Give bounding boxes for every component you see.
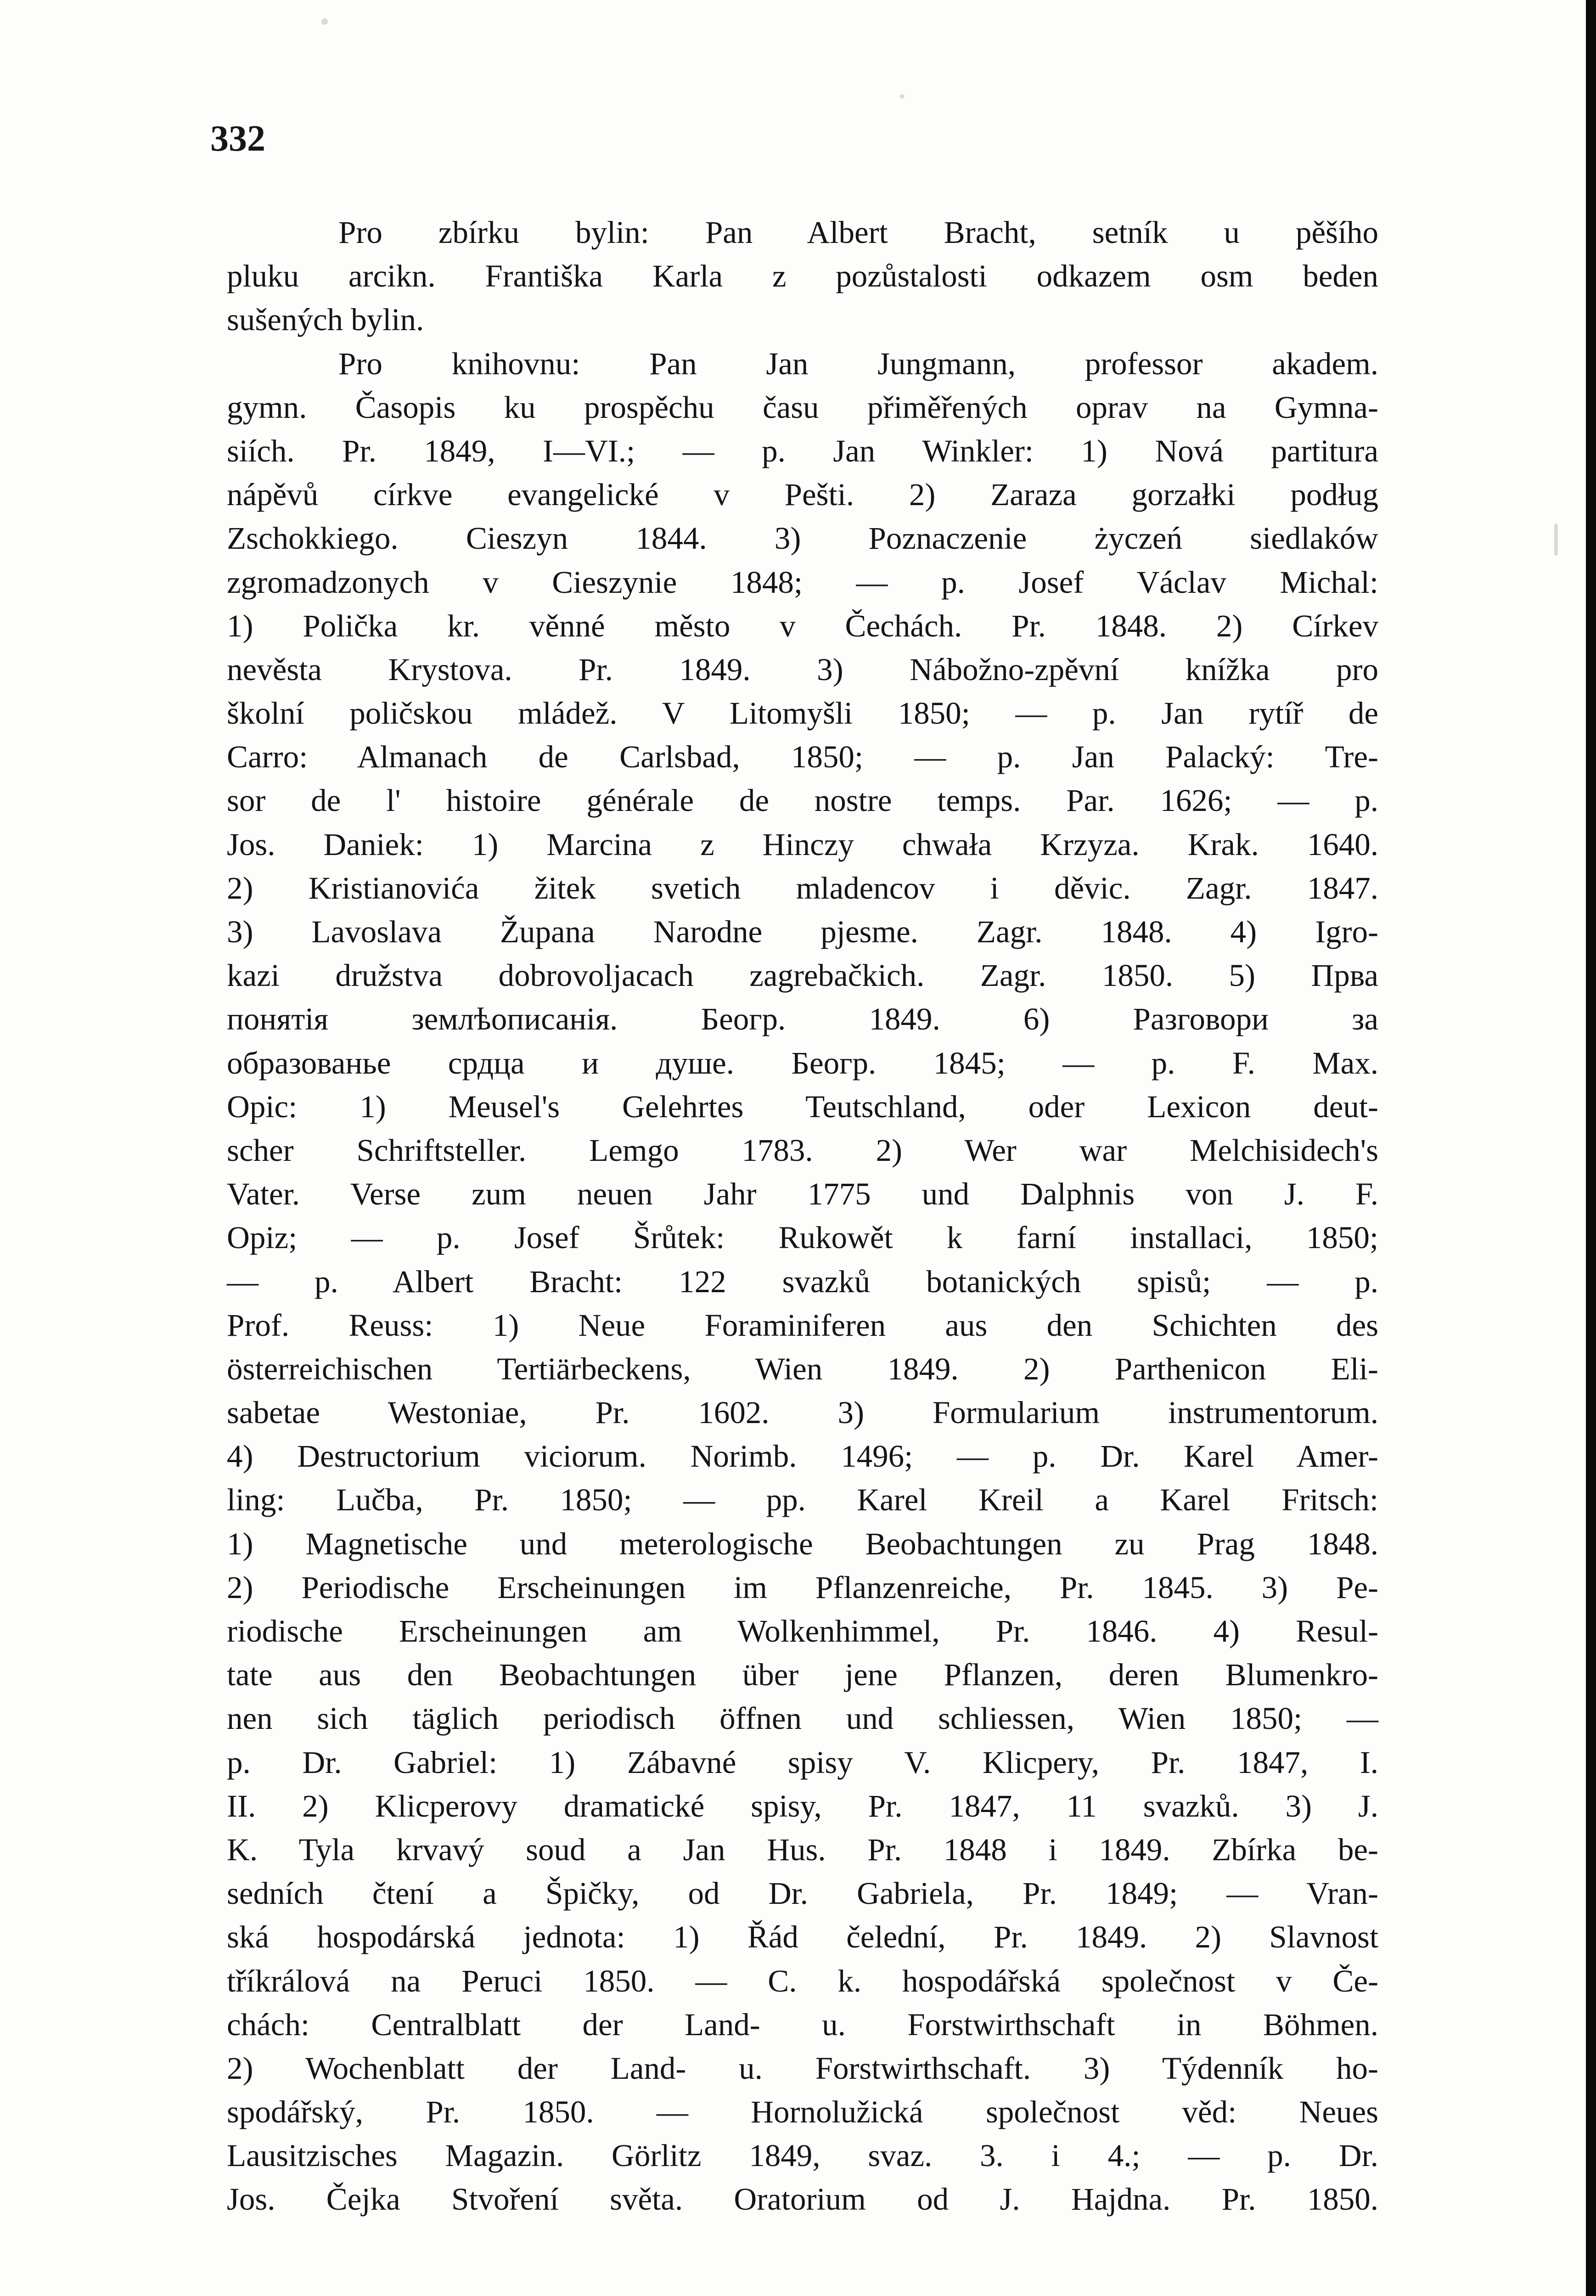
text-line: gymn. Časopis ku prospěchu času přiměřených oprav na Gymna- bbox=[227, 389, 1378, 425]
text-line: 4) Destructorium viciorum. Norimb. 1496; — p. Dr. Karel Amer- bbox=[227, 1439, 1378, 1474]
text-line: Zschokkiego. Cieszyn 1844. 3) Poznaczenie życzeń siedlaków bbox=[227, 521, 1378, 556]
text-line: siích. Pr. 1849, I—VI.; — p. Jan Winkler: 1) Nová partitura bbox=[227, 433, 1378, 468]
text-line: Vater. Verse zum neuen Jahr 1775 und Dalphnis von J. F. bbox=[227, 1176, 1378, 1212]
text-line: sor de l' histoire générale de nostre temps. Par. 1626; — p. bbox=[227, 783, 1378, 818]
text-line: образованье срдца и душе. Беогр. 1845; — p. F. Max. bbox=[227, 1045, 1378, 1080]
text-line: Pro knihovnu: Pan Jan Jungmann, professor akadem. bbox=[338, 346, 1378, 381]
text-line: 2) Periodische Erscheinungen im Pflanzenreiche, Pr. 1845. 3) Pe- bbox=[227, 1570, 1378, 1605]
text-line: nevěsta Krystova. Pr. 1849. 3) Nábožno-zpěvní knížka pro bbox=[227, 652, 1378, 687]
text-line: školní poličskou mládež. V Litomyšli 1850; — p. Jan rytíř de bbox=[227, 696, 1378, 731]
text-line: sedních čtení a Špičky, od Dr. Gabriela, Pr. 1849; — Vran- bbox=[227, 1876, 1378, 1911]
text-line: Carro: Almanach de Carlsbad, 1850; — p. Jan Palacký: Tre- bbox=[227, 739, 1378, 775]
print-speck bbox=[1554, 523, 1558, 556]
print-speck bbox=[321, 18, 328, 25]
text-line: 1) Polička kr. věnné město v Čechách. Pr. 1848. 2) Církev bbox=[227, 608, 1378, 643]
text-line: — p. Albert Bracht: 122 svazků botanických spisů; — p. bbox=[227, 1264, 1378, 1299]
text-line: nen sich täglich periodisch öffnen und schliessen, Wien 1850; — bbox=[227, 1701, 1378, 1736]
text-line: Opic: 1) Meusel's Gelehrtes Teutschland, oder Lexicon deut- bbox=[227, 1089, 1378, 1124]
text-line: 1) Magnetische und meterologische Beobachtungen zu Prag 1848. bbox=[227, 1526, 1378, 1561]
text-line: kazi družstva dobrovoljacach zagrebačkich. Zagr. 1850. 5) Прва bbox=[227, 958, 1378, 993]
text-line: sabetae Westoniae, Pr. 1602. 3) Formularium instrumentorum. bbox=[227, 1395, 1378, 1430]
text-line: pluku arcikn. Františka Karla z pozůstalosti odkazem osm beden bbox=[227, 259, 1378, 294]
page-number: 332 bbox=[210, 118, 265, 159]
text-line: spodářský, Pr. 1850. — Hornolužická společnost věd: Neues bbox=[227, 2094, 1378, 2130]
text-line: понятія землѣописанія. Беогр. 1849. 6) Разговори за bbox=[227, 1002, 1378, 1037]
text-line: tříkrálová na Peruci 1850. — C. k. hospodářská společnost v Če- bbox=[227, 1963, 1378, 1998]
print-speck bbox=[900, 94, 905, 99]
text-line: Jos. Čejka Stvoření světa. Oratorium od J. Hajdna. Pr. 1850. bbox=[227, 2182, 1378, 2217]
text-line: österreichischen Tertiärbeckens, Wien 1849. 2) Parthenicon Eli- bbox=[227, 1351, 1378, 1386]
text-line: riodische Erscheinungen am Wolkenhimmel, Pr. 1846. 4) Resul- bbox=[227, 1614, 1378, 1649]
text-line: 3) Lavoslava Župana Narodne pjesme. Zagr. 1848. 4) Igro- bbox=[227, 914, 1378, 949]
text-line: II. 2) Klicperovy dramatické spisy, Pr. 1847, 11 svazků. 3) J. bbox=[227, 1788, 1378, 1823]
text-line: zgromadzonych v Cieszynie 1848; — p. Josef Václav Michal: bbox=[227, 564, 1378, 600]
text-line: chách: Centralblatt der Land- u. Forstwirthschaft in Böhmen. bbox=[227, 2007, 1378, 2042]
body-text bbox=[227, 211, 1378, 2222]
text-line: Pro zbírku bylin: Pan Albert Bracht, setník u pěšího bbox=[338, 215, 1378, 250]
text-line: tate aus den Beobachtungen über jene Pflanzen, deren Blumenkro- bbox=[227, 1657, 1378, 1693]
text-line: Opiz; — p. Josef Šrůtek: Rukowět k farní installaci, 1850; bbox=[227, 1220, 1378, 1255]
text-line: ling: Lučba, Pr. 1850; — pp. Karel Kreil a Karel Fritsch: bbox=[227, 1482, 1378, 1518]
text-line: sušených bylin. bbox=[227, 302, 424, 338]
text-line: Prof. Reuss: 1) Neue Foraminiferen aus den Schichten des bbox=[227, 1307, 1378, 1343]
text-line: 2) Wochenblatt der Land- u. Forstwirthschaft. 3) Týdenník ho- bbox=[227, 2050, 1378, 2086]
text-line: nápěvů církve evangelické v Pešti. 2) Zaraza gorzałki podług bbox=[227, 477, 1378, 512]
text-line: p. Dr. Gabriel: 1) Zábavné spisy V. Klicpery, Pr. 1847, I. bbox=[227, 1745, 1378, 1780]
text-line: 2) Kristianovića žitek svetich mladencov i děvic. Zagr. 1847. bbox=[227, 870, 1378, 906]
text-line: K. Tyla krvavý soud a Jan Hus. Pr. 1848 i 1849. Zbírka be- bbox=[227, 1832, 1378, 1867]
text-line: Jos. Daniek: 1) Marcina z Hinczy chwała Krzyza. Krak. 1640. bbox=[227, 827, 1378, 862]
text-line: Lausitzisches Magazin. Görlitz 1849, svaz. 3. i 4.; — p. Dr. bbox=[227, 2138, 1378, 2173]
text-line: scher Schriftsteller. Lemgo 1783. 2) Wer war Melchisidech's bbox=[227, 1132, 1378, 1168]
text-line: ská hospodárská jednota: 1) Řád čelední, Pr. 1849. 2) Slavnost bbox=[227, 1919, 1378, 1955]
